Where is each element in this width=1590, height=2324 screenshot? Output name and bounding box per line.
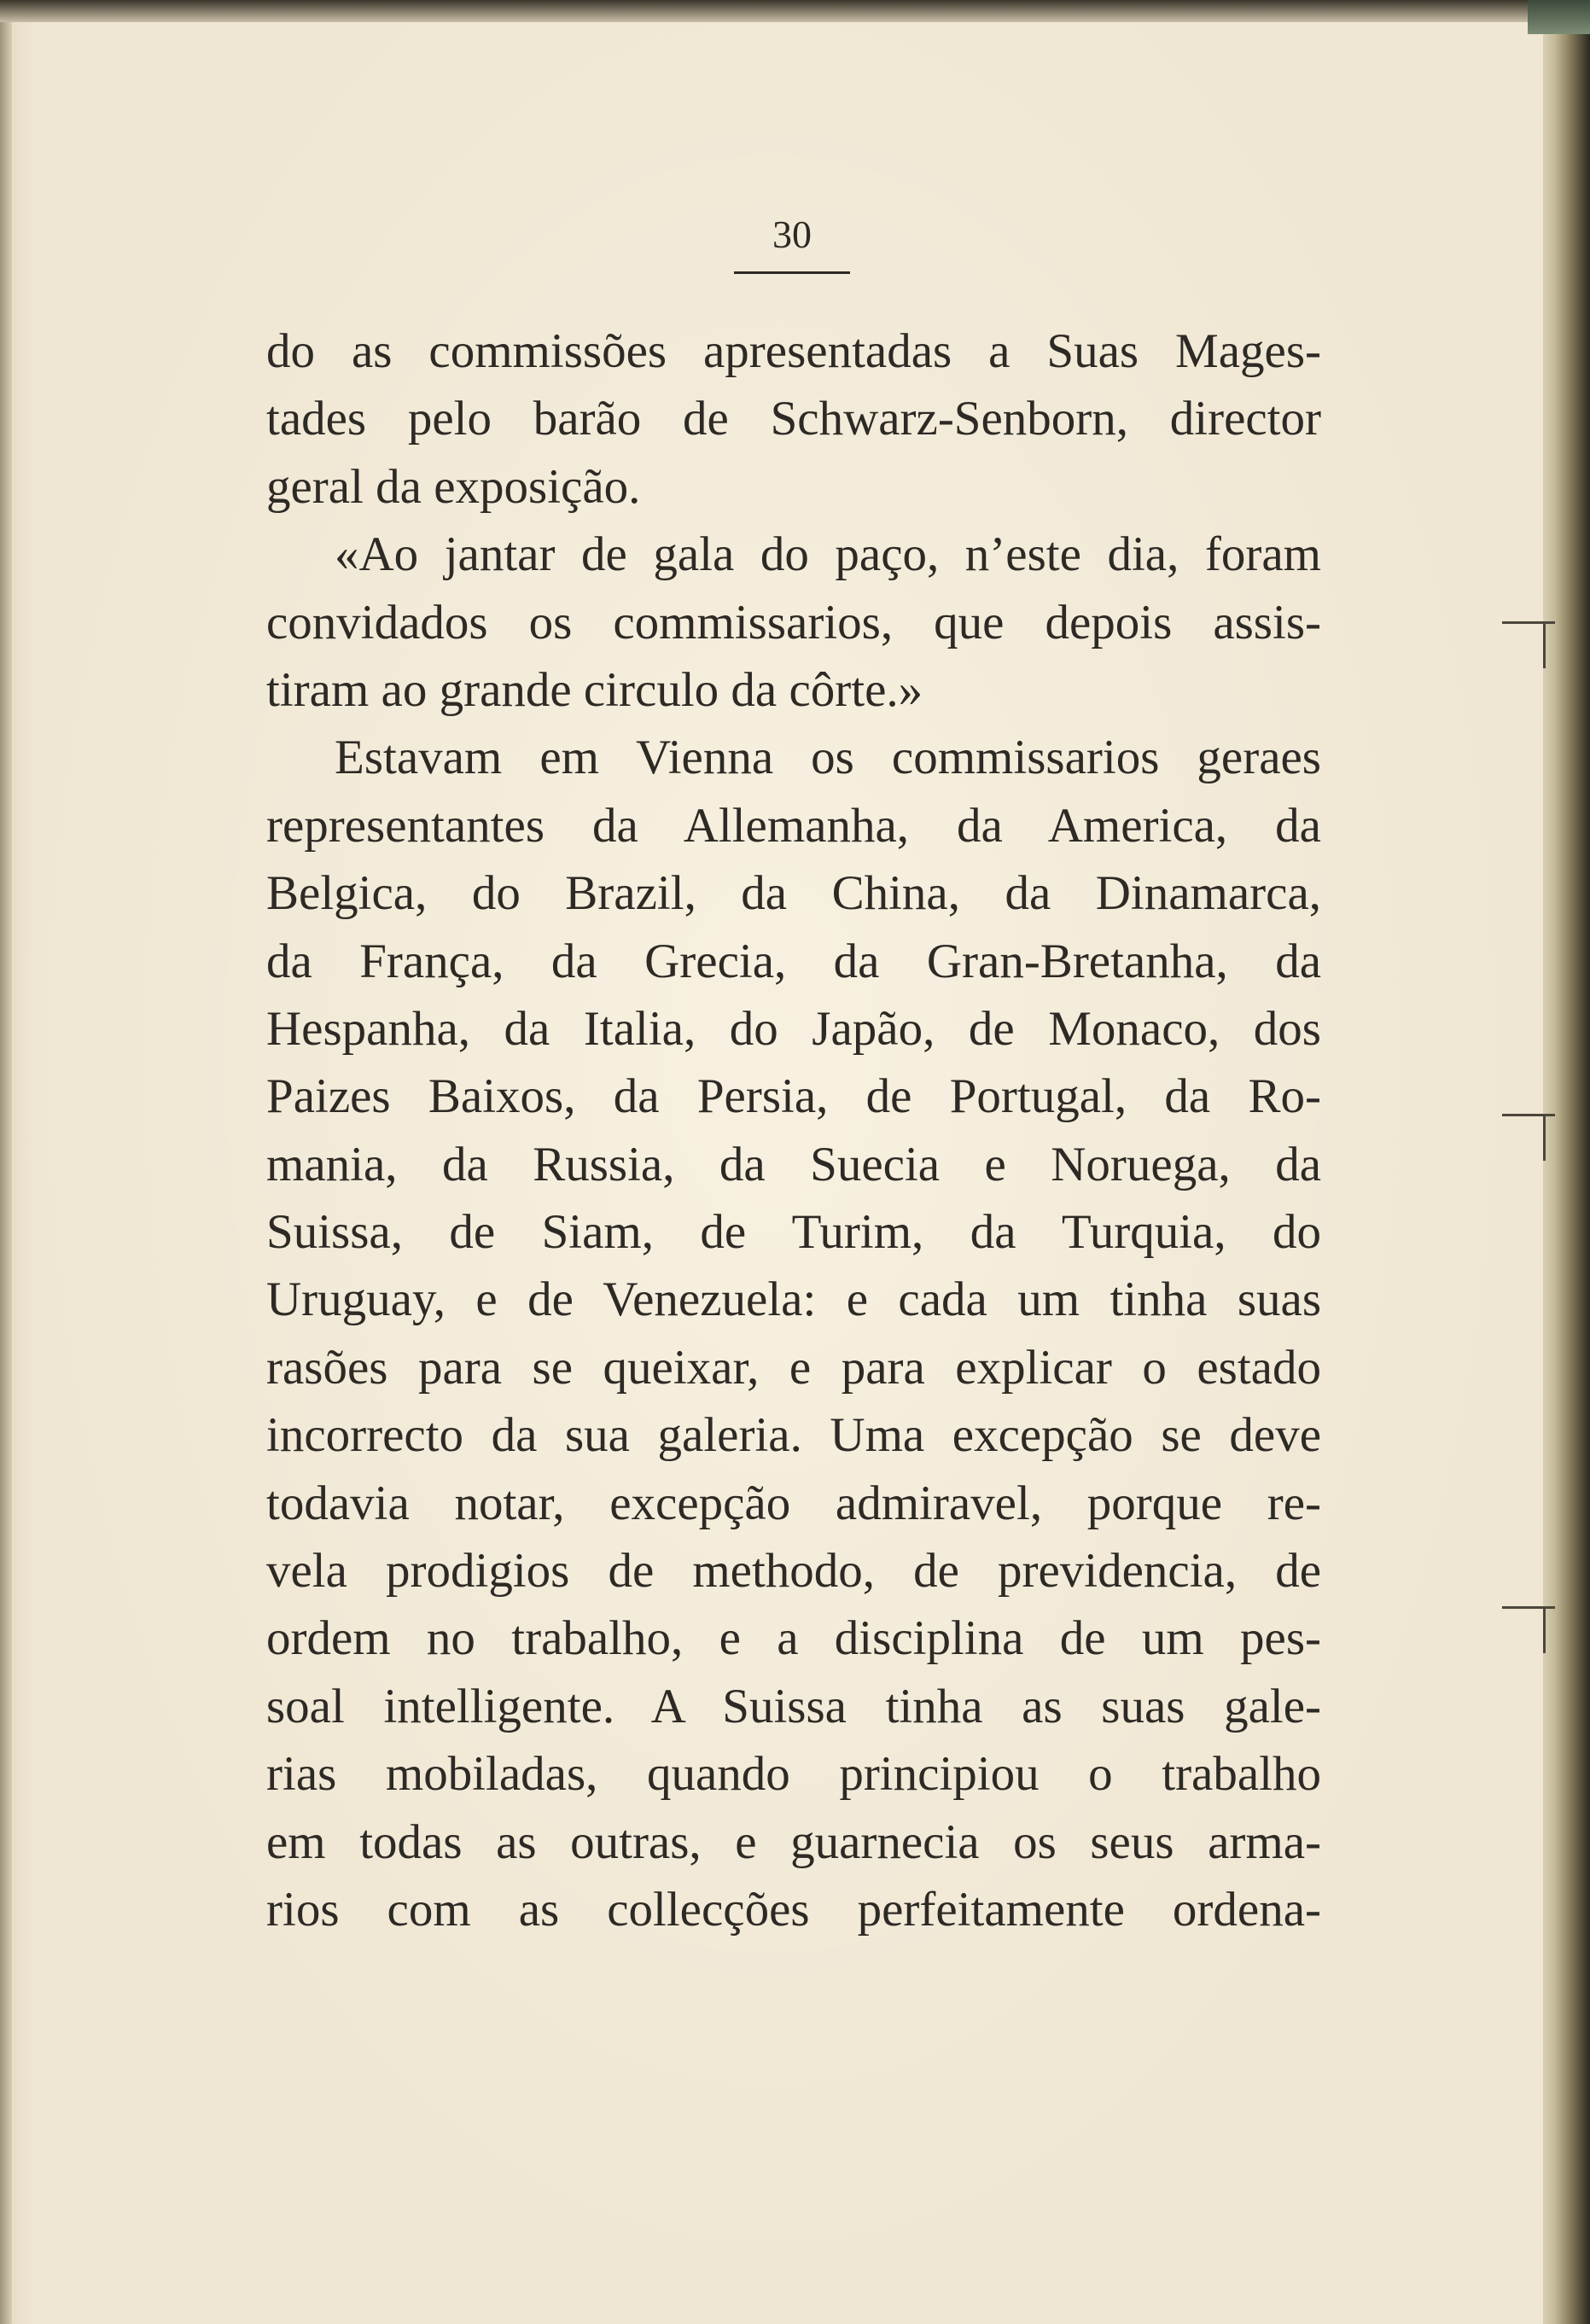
text-line: Hespanha, da Italia, do Japão, de Monaco, dos	[266, 1001, 1321, 1056]
book-gutter	[1543, 0, 1590, 2324]
text-line: incorrecto da sua galeria. Uma excepção se deve	[266, 1408, 1321, 1463]
binding-strip	[1528, 0, 1590, 34]
text-line: todavia notar, excepção admiravel, porque re-	[266, 1476, 1321, 1530]
text-line: ordem no trabalho, e a disciplina de um pes-	[266, 1611, 1321, 1666]
text-line: tiram ao grande circulo da côrte.»	[266, 662, 923, 717]
header-rule	[734, 271, 850, 274]
text-line: representantes da Allemanha, da America, da	[266, 798, 1321, 853]
text-line: rios com as collecções perfeitamente ordena-	[266, 1882, 1321, 1937]
text-line: «Ao jantar de gala do paço, n’este dia, foram	[335, 527, 1321, 582]
text-line: em todas as outras, e guarnecia os seus arma-	[266, 1814, 1321, 1869]
binding-stitch	[1502, 1114, 1555, 1116]
text-line: tades pelo barão de Schwarz-Senborn, director	[266, 392, 1321, 446]
binding-stitch	[1502, 621, 1555, 624]
text-line: mania, da Russia, da Suecia e Noruega, da	[266, 1137, 1321, 1191]
binding-stitch	[1543, 621, 1546, 668]
text-line: rasões para se queixar, e para explicar o estado	[266, 1340, 1321, 1395]
text-line: do as commissões apresentadas a Suas Mages-	[266, 324, 1321, 378]
text-line: Paizes Baixos, da Persia, de Portugal, da Ro-	[266, 1069, 1321, 1124]
binding-stitch	[1543, 1114, 1546, 1161]
text-line: Estavam em Vienna os commissarios geraes	[335, 731, 1321, 785]
page-left-edge	[0, 15, 12, 2324]
body-text	[266, 317, 1321, 1943]
text-line: Uruguay, e de Venezuela: e cada um tinha suas	[266, 1273, 1321, 1327]
page-top-shadow	[0, 0, 1543, 22]
text-line: da França, da Grecia, da Gran-Bretanha, da	[266, 934, 1321, 988]
text-line: geral da exposição.	[266, 459, 641, 514]
page-number: 30	[772, 213, 812, 256]
text-line: rias mobiladas, quando principiou o trabalho	[266, 1747, 1321, 1802]
text-line: soal intelligente. A Suissa tinha as suas gale-	[266, 1679, 1321, 1733]
binding-stitch	[1543, 1606, 1546, 1653]
text-line: convidados os commissarios, que depois assis-	[266, 595, 1321, 649]
binding-stitch	[1502, 1606, 1555, 1609]
text-line: Suissa, de Siam, de Turim, da Turquia, do	[266, 1205, 1321, 1260]
text-line: vela prodigios de methodo, de previdencia, de	[266, 1544, 1321, 1599]
text-line: Belgica, do Brazil, da China, da Dinamarca,	[266, 866, 1321, 921]
